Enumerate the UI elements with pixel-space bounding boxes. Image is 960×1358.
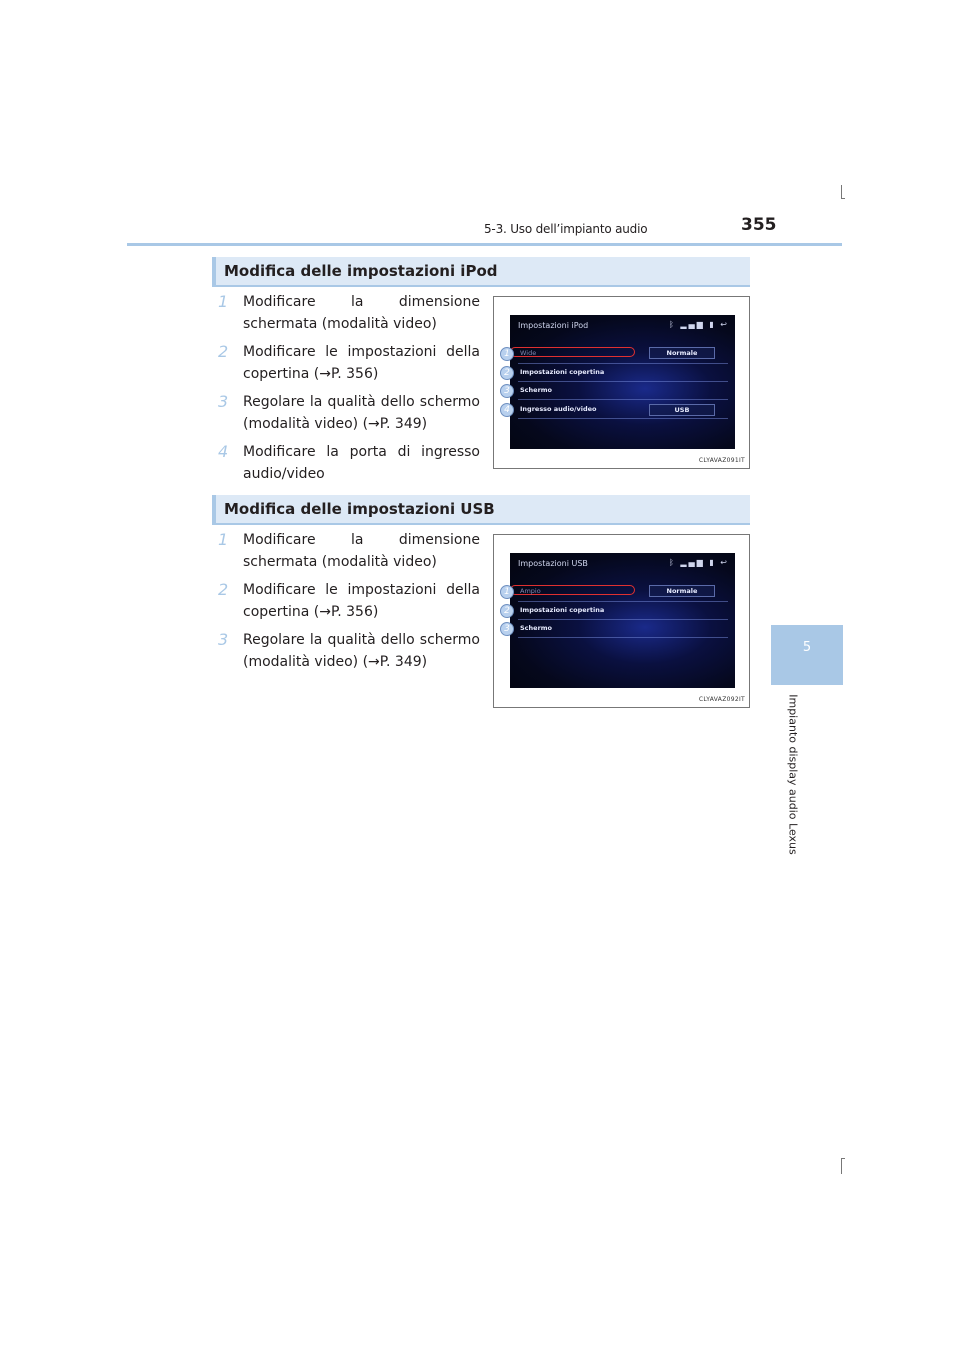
callout-1: 1 [500,585,514,599]
row-divider [518,637,728,638]
screen-quality-option[interactable]: Schermo [520,624,553,632]
row-divider [518,619,728,620]
item-number: 3 [218,630,229,649]
crop-mark-top-foot [841,198,845,199]
status-icons: ᛒ ▂▄▆ ▮ ↩ [669,558,729,567]
callout-1: 1 [500,347,514,361]
usb-item-1 [218,529,480,573]
item-text: Modificare la dimensione schermata (modalità video) [243,294,480,332]
screen-size-value[interactable]: Normale [649,585,715,597]
ipod-item-4 [218,441,480,485]
usb-settings-figure [493,534,750,708]
page-number: 355 [741,215,777,235]
usb-section-title: Modifica delle impostazioni USB [224,500,495,518]
item-text: Regolare la qualità dello schermo (modalità video) (→P. 349) [243,394,480,432]
figure-code: CLYAVAZ092IT [698,696,745,703]
status-icons: ᛒ ▂▄▆ ▮ ↩ [669,320,729,329]
header-rule [127,243,842,246]
row-divider [518,363,728,364]
callout-3: 3 [500,622,514,636]
item-number: 2 [218,580,229,599]
row-divider [518,418,728,419]
callout-4: 4 [500,403,514,417]
item-text: Modificare le impostazioni della copertina (→P. 356) [243,582,480,620]
section-path: 5-3. Uso dell’impianto audio [484,222,648,236]
callout-3: 3 [500,384,514,398]
usb-settings-screen [510,553,735,688]
callout-2: 2 [500,604,514,618]
crop-mark-bottom [841,1158,842,1174]
ipod-section-title: Modifica delle impostazioni iPod [224,262,498,280]
item-number: 1 [218,530,229,549]
screen-size-value[interactable]: Normale [649,347,715,359]
row-divider [518,381,728,382]
screen-quality-option[interactable]: Schermo [520,386,553,394]
row-divider [518,399,728,400]
ipod-settings-screen [510,315,735,449]
ipod-settings-figure [493,296,750,469]
row-divider [518,601,728,602]
ipod-item-1 [218,291,480,335]
item-text: Modificare le impostazioni della copertina (→P. 356) [243,344,480,382]
crop-mark-top [841,185,842,199]
cover-settings-option[interactable]: Impostazioni copertina [520,606,605,614]
usb-item-3 [218,629,480,673]
item-number: 2 [218,342,229,361]
figure-code: CLYAVAZ091IT [698,457,745,464]
chapter-tab [771,625,843,685]
screen-title: Impostazioni iPod [518,321,589,330]
item-text: Modificare la porta di ingresso audio/video [243,444,480,482]
item-number: 1 [218,292,229,311]
chapter-number: 5 [802,640,812,655]
crop-mark-bottom-foot [841,1158,845,1159]
item-text: Modificare la dimensione schermata (modalità video) [243,532,480,570]
screen-title: Impostazioni USB [518,559,588,568]
chapter-label: Impianto display audio Lexus [786,694,800,855]
ipod-section-heading [212,257,750,287]
item-number: 3 [218,392,229,411]
screen-size-option[interactable]: Wide [520,349,537,357]
usb-section-heading [212,495,750,525]
cover-settings-option[interactable]: Impostazioni copertina [520,368,605,376]
callout-2: 2 [500,366,514,380]
av-input-option[interactable]: Ingresso audio/video [520,405,597,413]
ipod-item-3 [218,391,480,435]
usb-item-2 [218,579,480,623]
item-text: Regolare la qualità dello schermo (modalità video) (→P. 349) [243,632,480,670]
ipod-item-2 [218,341,480,385]
av-input-value[interactable]: USB [649,404,715,416]
item-number: 4 [218,442,229,461]
screen-size-option[interactable]: Ampio [520,587,541,595]
